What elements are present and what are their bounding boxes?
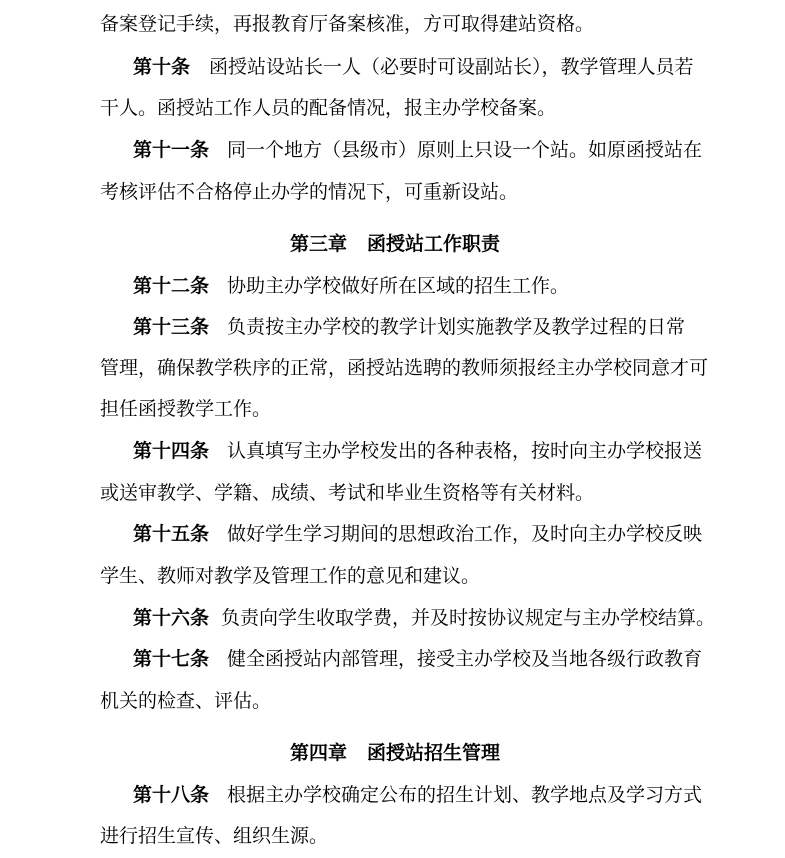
article-11-text-2: 考核评估不合格停止办学的情况下，可重新设站。 (100, 181, 519, 203)
article-18-number: 第十八条 (133, 784, 210, 806)
article-10-text-1: 函授站设站长一人（必要时可设副站长），教学管理人员若 (209, 56, 694, 78)
article-17-line-2 (100, 689, 300, 713)
article-13-text-1: 负责按主办学校的教学计划实施教学及教学过程的日常 (227, 316, 685, 338)
article-11-text-1: 同一个地方（县级市）原则上只设一个站。如原函授站在 (227, 139, 703, 161)
article-15-text-2: 学生、教师对教学及管理工作的意见和建议。 (100, 565, 481, 587)
article-17-text-1: 健全函授站内部管理，接受主办学校及当地各级行政教育 (227, 648, 703, 670)
article-16-text-1: 负责向学生收取学费，并及时按协议规定与主办学校结算。 (221, 607, 716, 629)
article-9-continuation (100, 12, 595, 36)
article-15-number: 第十五条 (133, 523, 210, 545)
article-10-line-2 (100, 96, 560, 120)
chapter-4-number: 第四章 (290, 742, 348, 764)
article-13-text-2: 管理，确保教学秩序的正常，函授站选聘的教师须报经主办学校同意才可 (100, 357, 709, 379)
chapter-3-heading (290, 232, 510, 256)
article-14-text-2: 或送审教学、学籍、成绩、考试和毕业生资格等有关材料。 (100, 482, 595, 504)
article-18-text-2: 进行招生宣传、组织生源。 (100, 825, 329, 847)
article-18-line-2 (100, 824, 340, 848)
article-17-text-2: 机关的检查、评估。 (100, 690, 272, 712)
article-12-text-1: 协助主办学校做好所在区域的招生工作。 (227, 275, 570, 297)
article-9-text: 备案登记手续，再报教育厅备案核准，方可取得建站资格。 (100, 13, 595, 35)
article-11-number: 第十一条 (133, 139, 210, 161)
chapter-4-title: 函授站招生管理 (367, 742, 501, 764)
article-13-text-3: 担任函授教学工作。 (100, 398, 272, 420)
article-13-line-2 (100, 356, 709, 380)
article-14-line-2 (100, 481, 600, 505)
article-10-text-2: 干人。函授站工作人员的配备情况，报主办学校备案。 (100, 97, 557, 119)
chapter-3-title: 函授站工作职责 (367, 233, 501, 255)
article-10-number: 第十条 (133, 56, 191, 78)
chapter-3-number: 第三章 (290, 233, 348, 255)
article-13-number: 第十三条 (133, 316, 210, 338)
article-13-line-3 (100, 397, 300, 421)
article-17-number: 第十七条 (133, 648, 210, 670)
article-11-line-2 (100, 180, 520, 204)
article-15-text-1: 做好学生学习期间的思想政治工作，及时向主办学校反映 (227, 523, 703, 545)
article-14-number: 第十四条 (133, 440, 210, 462)
article-14-text-1: 认真填写主办学校发出的各种表格，按时向主办学校报送 (227, 440, 703, 462)
article-16-number: 第十六条 (133, 607, 210, 629)
article-18-text-1: 根据主办学校确定公布的招生计划、教学地点及学习方式 (227, 784, 703, 806)
chapter-4-heading (290, 741, 510, 765)
article-15-line-2 (100, 564, 500, 588)
article-12-number: 第十二条 (133, 275, 210, 297)
